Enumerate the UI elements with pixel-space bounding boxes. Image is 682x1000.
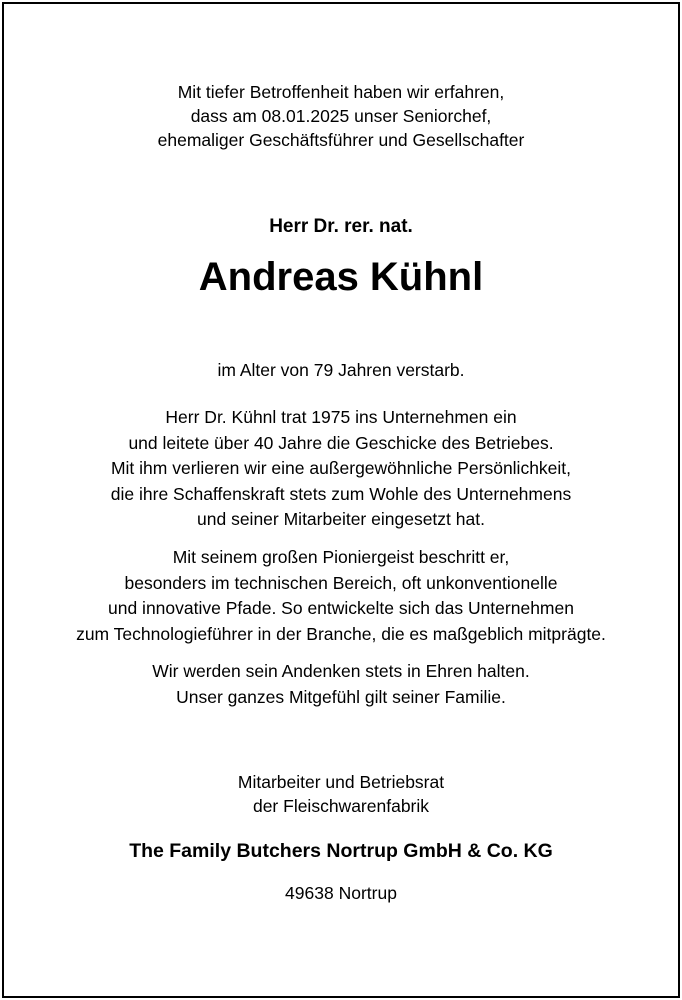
condolence-paragraph [4, 659, 678, 710]
signer-line: Mitarbeiter und Betriebsrat [237, 772, 445, 792]
paragraph-line: besonders im technischen Bereich, oft unkonventionelle [124, 572, 558, 593]
obituary-notice [2, 2, 680, 998]
paragraph-line: und leitete über 40 Jahre die Geschicke des Betriebes. [128, 432, 554, 453]
signer-line: der Fleischwarenfabrik [252, 796, 430, 816]
paragraph-line: Herr Dr. Kühnl trat 1975 ins Unternehmen ein [165, 407, 517, 427]
tribute-paragraph-2 [4, 545, 678, 647]
tribute-paragraph-1 [4, 405, 678, 533]
paragraph-line: Mit seinem großen Pioniergeist beschritt er, [172, 547, 510, 567]
intro-line: Mit tiefer Betroffenheit haben wir erfahren, [177, 82, 505, 102]
intro-line: ehemaliger Geschäftsführer und Gesellschafter [157, 130, 525, 150]
company-location: 49638 Nortrup [285, 883, 397, 903]
deceased-honorific: Herr Dr. rer. nat. [269, 216, 413, 237]
paragraph-line: und seiner Mitarbeiter eingesetzt hat. [197, 509, 485, 529]
intro-line: dass am 08.01.2025 unser Seniorchef, [190, 106, 492, 126]
paragraph-line: Mit ihm verlieren wir eine außergewöhnliche Persönlichkeit, [110, 458, 572, 478]
paragraph-line: Unser ganzes Mitgefühl gilt seiner Familie. [176, 686, 506, 707]
paragraph-line: Wir werden sein Andenken stets in Ehren halten. [152, 661, 530, 681]
company-name: The Family Butchers Nortrup GmbH & Co. KG [129, 840, 553, 862]
paragraph-line: die ihre Schaffenskraft stets zum Wohle des Unternehmens [110, 483, 572, 504]
age-line: im Alter von 79 Jahren verstarb. [217, 360, 465, 380]
paragraph-line: zum Technologieführer in der Branche, die es maßgeblich mitprägte. [76, 623, 606, 644]
signers [4, 770, 678, 818]
deceased-name: Andreas Kühnl [198, 255, 484, 299]
paragraph-line: und innovative Pfade. So entwickelte sich das Unternehmen [108, 598, 574, 618]
intro-text [4, 80, 678, 152]
